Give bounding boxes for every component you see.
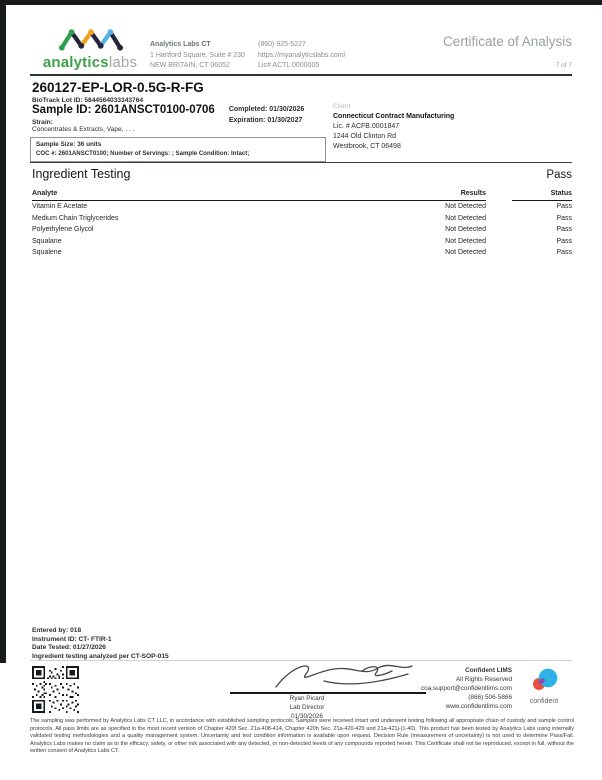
analytics-labs-logo-icon [56,24,124,54]
sample-size: Sample Size: 36 units [36,141,102,148]
strain-label: Strain: [32,119,53,126]
sample-size-box [30,137,326,162]
coc-line: COC #: 2601ANSCT0100; Number of Servings: ; Sample Condition: Intact; [36,149,250,157]
sample-name: 260127-EP-LOR-0.5G-R-FG [32,80,204,95]
client-label: Client [333,103,351,110]
lab-address-block [150,40,245,72]
strain-value: Concentrates & Extracts, Vape, . . . [32,126,135,133]
brand-wordmark [30,54,150,71]
analyte-status: Pass [556,214,572,222]
client-address-line2: Westbrook, CT 06498 [333,143,401,151]
lab-director-signature [266,661,422,693]
lab-license: Lic# ACTL 0000005 [258,62,320,69]
date-tested: Date Tested: 01/27/2026 [32,644,106,652]
client-name: Connecticut Contract Manufacturing [333,112,455,120]
analyte-status: Pass [556,237,572,245]
sample-id-row [32,104,304,127]
document-title: Certificate of Analysis [442,34,572,49]
sop-reference: Ingredient testing analyzed per CT-SOP-015 [32,653,169,661]
table-row [32,224,572,236]
analyte-status: Pass [556,203,572,210]
footer-disclaimer: The sampling was performed by Analytics Labs CT LLC, in accordance with established sampling protocols. Samples were received intact and underwent testing following all appropriate chain of custody and sample control protocols. All pass limits are as specified in the most recent version of Chapter 420f Sec. 21a-408-414, Chapter 420h Sec. 21a-420-429 and 21a-421j-(1-40). This product has been tested by Analytics Labs using internally validated testing methodologies and a quality management system. Uncertainty and test condition information is available upon request. Decision Rule (measurement of uncertainty) is not used to determine Pass/Fail. Analytics Labs makes no claim as to the efficacy, safety, or other risk associated with any detected, or non-detected levels of any compounds reported herein. This Certificate shall not be reproduced, except in full, without the written consent of Analytics Labs CT. [30,718,574,755]
lab-contact-block [258,40,346,72]
analyte-result: Not Detected [445,237,486,245]
section-divider [30,162,572,163]
sample-id: Sample ID: 2601ANSCT0100-0706 [32,104,215,116]
analyte-name: Squalane [32,237,62,245]
analyte-result: Not Detected [445,249,486,257]
lims-phone: (866) 506-5866 [468,694,512,702]
lims-email: coa.support@confidentlims.com [420,685,512,693]
signature-date: 01/30/2026 [291,712,323,720]
analyte-name: Vitamin E Acetate [32,203,88,210]
table-row [32,213,572,225]
page-number: 7 of 7 [555,62,572,69]
entered-by: Entered by: 018 [32,627,82,634]
column-header-status: Status [512,188,572,201]
page-frame-left [0,0,6,663]
analyte-name: Medium Chain Triglycerides [32,214,119,222]
confident-logo-word: confident [529,698,559,705]
signatory-title: Lab Director [289,703,325,711]
lab-address-line2: NEW BRITAIN, CT 06052 [150,62,230,69]
analyte-status: Pass [556,226,572,234]
brand-secondary: labs [108,54,138,71]
table-row [32,247,572,259]
confident-lims-logo-icon [527,668,561,692]
client-block [333,102,454,152]
section-title: Ingredient Testing [32,167,131,181]
analyte-status: Pass [556,249,572,257]
table-row [32,236,572,248]
biotrack-lot-id: BioTrack Lot ID: 5844564033343764 [32,97,144,104]
signatory-name: Ryan Picard [289,695,325,702]
completed-date: Completed: 01/30/2026 [228,106,305,113]
signature-line [230,692,426,694]
table-header-row [32,188,572,201]
section-status-badge: Pass [546,169,572,181]
analyte-name: Polyethylene Glycol [32,226,94,234]
lims-name: Confident LIMS [465,667,512,674]
column-header-analyte: Analyte [32,190,58,197]
column-header-results: Results [460,190,486,197]
lims-website: www.confidentlims.com [445,703,512,711]
analyte-name: Squalene [32,249,62,257]
lab-website: https://myanalyticslabs.com/ [258,51,346,59]
brand-primary: analytics [42,54,109,71]
client-address-line1: 1244 Old Clinton Rd [333,133,397,141]
lab-phone: (860) 925-5227 [258,41,306,48]
lab-address-line1: 1 Hartford Square, Suite # 230 [150,51,245,59]
lims-rights: All Rights Reserved [455,676,512,684]
analyte-result: Not Detected [445,226,486,234]
instrument-id: Instrument ID: CT- FTIR-1 [32,635,112,643]
analyte-table [32,188,572,259]
test-metadata-block [32,627,169,662]
lab-name: Analytics Labs CT [150,41,211,48]
sample-dates [229,104,304,127]
expiration-date: Expiration: 01/30/2027 [228,116,303,124]
analyte-result: Not Detected [445,203,486,210]
table-row [32,201,572,213]
qr-code-icon [32,666,79,713]
ingredient-testing-header [32,167,572,181]
client-license: Lic. # ACFB.0001847 [333,122,400,130]
analyte-result: Not Detected [445,214,486,222]
page-frame-top [0,0,602,5]
confident-lims-logo [524,668,564,705]
lims-credits-block [421,666,512,711]
header-divider [30,74,572,76]
